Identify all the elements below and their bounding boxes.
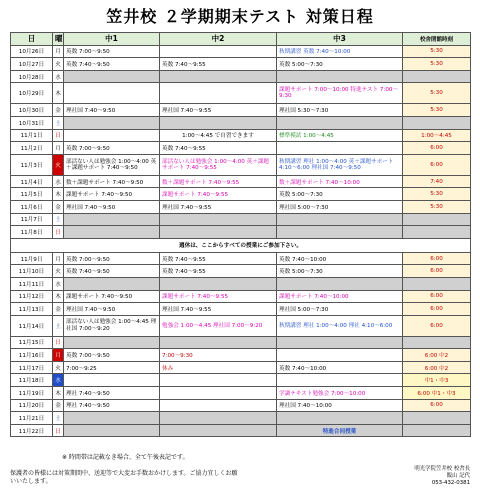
table-row	[11, 175, 471, 188]
cell-dow: 土	[53, 116, 64, 129]
cell-date: 10月29日	[11, 83, 53, 104]
cell-c2: 英数 7:40～9:55	[160, 58, 277, 71]
cell-c2: 理社国 7:40～9:55	[160, 104, 277, 117]
cell-time: 6:00	[403, 303, 471, 316]
table-row	[11, 336, 471, 349]
cell-c1	[64, 129, 160, 142]
table-row	[11, 142, 471, 155]
cell-dow: 金	[53, 104, 64, 117]
cell-c2: 英数 7:40～9:55	[160, 252, 277, 265]
cell-c1: 理社国 7:40～9:50	[64, 303, 160, 316]
schedule-table	[10, 32, 471, 437]
cell-c2: 理社国 7:40～9:55	[160, 303, 277, 316]
cell-time: 5:30	[403, 83, 471, 104]
cell-time: 6:00	[403, 142, 471, 155]
cell-date: 11月6日	[11, 200, 53, 213]
cell-dow: 金	[53, 399, 64, 412]
header-row	[11, 33, 471, 46]
cell-dow: 木	[53, 83, 64, 104]
cell-dow: 木	[53, 188, 64, 201]
cell-c3: 英数 5:00～7:30	[277, 265, 403, 278]
cell-dow: 火	[53, 265, 64, 278]
cell-dow: 水	[53, 175, 64, 188]
cell-c1: 数＋課題サポート 7:40～9:50	[64, 175, 160, 188]
cell-c3: 秋期講習 理社 1:00～4:00 理社 4:10～6:00	[277, 315, 403, 336]
cell-dow: 月	[53, 142, 64, 155]
cell-date: 11月2日	[11, 142, 53, 155]
cell-c1: 英数 7:00～9:50	[64, 349, 160, 362]
cell-time: 5:30	[403, 188, 471, 201]
cell-c3: 英数 5:00～7:30	[277, 188, 403, 201]
cell-c2	[160, 336, 277, 349]
cell-c1	[64, 116, 160, 129]
cell-c2: 勉強会 1:00～4:45 理社国 7:00～9:20	[160, 315, 277, 336]
cell-c2: 7:00～9:30	[160, 349, 277, 362]
cell-c3: 理社国 5:00～7:30	[277, 200, 403, 213]
cell-c3	[277, 116, 403, 129]
cell-c2	[160, 412, 277, 425]
cell-c1: 理社 7:40～9:50	[64, 387, 160, 400]
cell-dow: 月	[53, 45, 64, 58]
table-row	[11, 399, 471, 412]
cell-c1: 理社国 7:40～9:50	[64, 200, 160, 213]
cell-date: 11月12日	[11, 290, 53, 303]
cell-dow: 水	[53, 277, 64, 290]
cell-c3: 英数 5:00～7:30	[277, 58, 403, 71]
cell-c1	[64, 412, 160, 425]
table-row	[11, 303, 471, 316]
cell-date: 11月4日	[11, 175, 53, 188]
cell-dow: 木	[53, 387, 64, 400]
cell-c2	[160, 424, 277, 437]
cell-dow: 日	[53, 226, 64, 239]
cell-time: 7:40	[403, 175, 471, 188]
cell-c3	[277, 374, 403, 387]
cell-c2	[160, 226, 277, 239]
cell-time: 1:00～4:45	[403, 129, 471, 142]
cell-dow: 土	[53, 315, 64, 336]
cell-c1	[64, 424, 160, 437]
header-dow: 曜	[53, 33, 64, 46]
cell-c3	[277, 142, 403, 155]
table-row	[11, 374, 471, 387]
cell-dow: 水	[53, 374, 64, 387]
table-row	[11, 58, 471, 71]
cell-date: 10月28日	[11, 70, 53, 83]
cell-c1: 英数 7:00～9:50	[64, 142, 160, 155]
cell-c1: 7:00～9:25	[64, 361, 160, 374]
cell-date: 11月20日	[11, 399, 53, 412]
cell-c3: 標準模試 1:00～4:45	[277, 129, 403, 142]
cell-c2: 課題サポート 7:40～9:55	[160, 290, 277, 303]
cell-c2	[160, 83, 277, 104]
cell-c2: 理社国 7:40～9:55	[160, 200, 277, 213]
cell-date: 11月18日	[11, 374, 53, 387]
footer-phone: 053-432-0381	[431, 480, 470, 486]
cell-time: 6:00	[403, 154, 471, 175]
cell-date: 11月16日	[11, 349, 53, 362]
cell-date: 11月14日	[11, 315, 53, 336]
table-row	[11, 104, 471, 117]
cell-c3	[277, 277, 403, 290]
cell-dow: 火	[53, 154, 64, 175]
table-row	[11, 45, 471, 58]
table-row	[11, 129, 471, 142]
cell-time	[403, 424, 471, 437]
cell-c1: 英数 7:00～9:50	[64, 45, 160, 58]
cell-date: 11月1日	[11, 129, 53, 142]
cell-time: 6:00	[403, 399, 471, 412]
cell-c3	[277, 70, 403, 83]
header-c3: 中3	[277, 33, 403, 46]
cell-date: 11月9日	[11, 252, 53, 265]
cell-c1: 英数 7:00～9:50	[64, 252, 160, 265]
cell-dow: 木	[53, 290, 64, 303]
cell-c1: 課題サポート 7:40～9:50	[64, 290, 160, 303]
cell-c3: 理社国 7:40～10:00	[277, 399, 403, 412]
cell-dow: 日	[53, 129, 64, 142]
cell-c1	[64, 83, 160, 104]
cell-c3: 学調テキスト勉強会 7:00～10:00	[277, 387, 403, 400]
footer-message: 保護者の皆様には対策期間中、送迎等で大変お手数おかけします。ご協力宜しくお願いいたします。	[10, 470, 238, 485]
cell-c3: 理社国 5:30～7:30	[277, 104, 403, 117]
cell-c2	[160, 70, 277, 83]
cell-time: 5:30	[403, 45, 471, 58]
cell-dow: 日	[53, 424, 64, 437]
table-row	[11, 252, 471, 265]
table-row	[11, 277, 471, 290]
table-row	[11, 116, 471, 129]
cell-c1	[64, 213, 160, 226]
footer-name: 飯山 記代	[446, 473, 470, 479]
cell-date: 11月11日	[11, 277, 53, 290]
cell-c3: 課題サポート 7:40～10:00	[277, 290, 403, 303]
cell-c2: 英数 7:40～9:55	[160, 142, 277, 155]
cell-date: 11月10日	[11, 265, 53, 278]
cell-time: 6:00	[403, 290, 471, 303]
cell-time: 5:30	[403, 58, 471, 71]
table-row	[11, 238, 471, 252]
table-row	[11, 188, 471, 201]
cell-date: 11月5日	[11, 188, 53, 201]
time-note: ※ 時間帯は記載なき場合、全て午後表記です。	[62, 454, 189, 461]
cell-c2: 数＋課題サポート 7:40～9:55	[160, 175, 277, 188]
cell-dow: 日	[53, 336, 64, 349]
cell-c3: 課題サポート 7:00～10:00 特進テスト 7:00～9:30	[277, 83, 403, 104]
cell-dow: 月	[53, 252, 64, 265]
cell-time: 6:00 中1・中3	[403, 387, 471, 400]
cell-c1: 英数 7:40～9:50	[64, 265, 160, 278]
header-time: 校舎閉館時刻	[403, 33, 471, 46]
cell-date: 11月21日	[11, 412, 53, 425]
cell-c2: 英数 7:40～9:55	[160, 265, 277, 278]
cell-dow: 金	[53, 303, 64, 316]
cell-date: 10月31日	[11, 116, 53, 129]
cell-c2	[160, 387, 277, 400]
cell-date: 11月15日	[11, 336, 53, 349]
table-row	[11, 265, 471, 278]
cell-dow: 土	[53, 412, 64, 425]
table-row	[11, 83, 471, 104]
cell-c3: 理社国 5:00～7:30	[277, 303, 403, 316]
cell-c3: 特進合同授業	[277, 424, 403, 437]
cell-time: 6:00	[403, 315, 471, 336]
table-row	[11, 349, 471, 362]
cell-c2	[160, 116, 277, 129]
cell-c1	[64, 70, 160, 83]
cell-c1: 部活ない人は勉強会 1:00～4:45 理社国 7:00～9:20	[64, 315, 160, 336]
table-row	[11, 290, 471, 303]
table-row	[11, 200, 471, 213]
cell-date: 11月19日	[11, 387, 53, 400]
table-row	[11, 213, 471, 226]
cell-date: 11月8日	[11, 226, 53, 239]
cell-time: 中1・中3	[403, 374, 471, 387]
cell-dow: 水	[53, 70, 64, 83]
cell-c3: 数＋課題サポート 7:40～10:00	[277, 175, 403, 188]
cell-dow: 金	[53, 200, 64, 213]
cell-c2: 部活ない人は勉強会 1:00～4:00 英＋課題サポート 7:40～9:55	[160, 154, 277, 175]
cell-c2	[160, 277, 277, 290]
cell-c2	[160, 399, 277, 412]
cell-time	[403, 412, 471, 425]
header-c1: 中1	[64, 33, 160, 46]
cell-date: 11月17日	[11, 361, 53, 374]
cell-c2: 休み	[160, 361, 277, 374]
table-row	[11, 70, 471, 83]
table-row	[11, 315, 471, 336]
table-row	[11, 424, 471, 437]
cell-date: 11月3日	[11, 154, 53, 175]
table-row	[11, 387, 471, 400]
cell-time	[403, 70, 471, 83]
cell-c2	[160, 213, 277, 226]
cell-dow: 火	[53, 361, 64, 374]
cell-time: 5:30	[403, 104, 471, 117]
cell-c1	[64, 277, 160, 290]
cell-dow: 火	[53, 58, 64, 71]
cell-time	[403, 116, 471, 129]
cell-time: 6:00 中2	[403, 349, 471, 362]
cell-c2	[160, 374, 277, 387]
notice-cell: 週休は、ここからすべての授業にご参加下さい。	[11, 238, 471, 252]
cell-c1: 部活ない人は勉強会 1:00～4:00 英＋課題サポート 7:40～9:50	[64, 154, 160, 175]
table-row	[11, 412, 471, 425]
cell-c2	[160, 45, 277, 58]
cell-dow: 月	[53, 349, 64, 362]
page-title: 笠井校 ２学期期末テスト 対策日程	[106, 7, 374, 26]
cell-time	[403, 277, 471, 290]
cell-c1	[64, 336, 160, 349]
cell-date: 10月27日	[11, 58, 53, 71]
cell-date: 11月7日	[11, 213, 53, 226]
table-row	[11, 361, 471, 374]
cell-date: 11月13日	[11, 303, 53, 316]
cell-time: 5:30	[403, 200, 471, 213]
cell-time	[403, 336, 471, 349]
cell-c3: 秋期講習 英数 7:40～10:00	[277, 45, 403, 58]
cell-c1: 理社 7:40～9:50	[64, 399, 160, 412]
footer-school: 明光学院笠井校 校舎長	[414, 466, 470, 472]
cell-c1	[64, 374, 160, 387]
cell-c1: 課題サポート 7:40～9:50	[64, 188, 160, 201]
cell-date: 10月26日	[11, 45, 53, 58]
cell-c3: 英数 7:40～10:00	[277, 361, 403, 374]
cell-dow: 土	[53, 213, 64, 226]
cell-c1: 理社国 7:40～9:50	[64, 104, 160, 117]
footer-contact	[380, 466, 470, 487]
table-row	[11, 226, 471, 239]
table-row	[11, 154, 471, 175]
cell-c3	[277, 226, 403, 239]
cell-date: 11月22日	[11, 424, 53, 437]
cell-c3	[277, 336, 403, 349]
cell-c1	[64, 226, 160, 239]
cell-c2: 1:00～4:45 で自習できます	[160, 129, 277, 142]
cell-time: 6:00	[403, 252, 471, 265]
cell-c2: 課題サポート 7:40～9:55	[160, 188, 277, 201]
header-date: 日	[11, 33, 53, 46]
cell-time: 6:00	[403, 265, 471, 278]
cell-c3	[277, 412, 403, 425]
cell-time	[403, 213, 471, 226]
header-c2: 中2	[160, 33, 277, 46]
cell-time: 6:00 中2	[403, 361, 471, 374]
cell-date: 10月30日	[11, 104, 53, 117]
cell-c3	[277, 349, 403, 362]
cell-time	[403, 226, 471, 239]
cell-c3: 秋期講習 理社 1:00～4:00 英＋課題サポート 4:10～6:00 理社国 7:40～9:50	[277, 154, 403, 175]
cell-c3	[277, 213, 403, 226]
cell-c3: 英数 7:40～10:00	[277, 252, 403, 265]
cell-c1: 英数 7:40～9:50	[64, 58, 160, 71]
